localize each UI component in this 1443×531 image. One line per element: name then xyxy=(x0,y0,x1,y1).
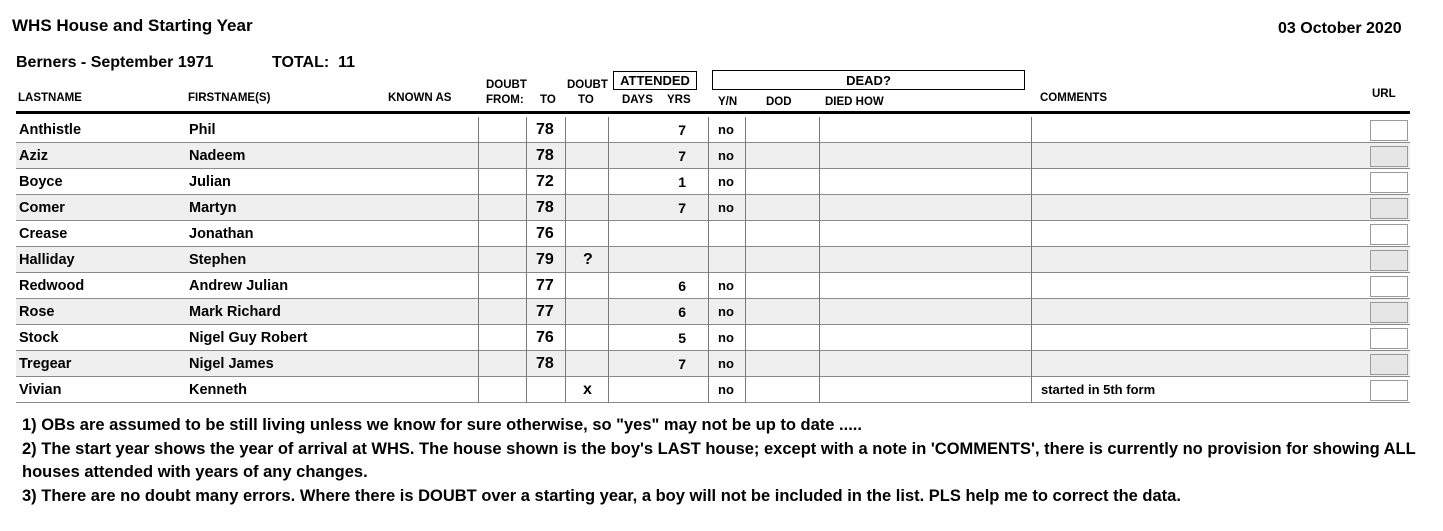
cell-doubt-to xyxy=(583,169,603,195)
column-divider xyxy=(608,351,609,377)
cell-days xyxy=(616,117,656,143)
url-link-box[interactable] xyxy=(1370,380,1408,401)
column-divider xyxy=(526,299,527,325)
cell-yrs: 6 xyxy=(678,278,686,294)
column-divider xyxy=(608,143,609,169)
table-row xyxy=(16,377,1410,403)
cell-days xyxy=(616,299,656,325)
column-divider xyxy=(745,169,746,195)
column-divider xyxy=(478,377,479,403)
column-divider xyxy=(478,299,479,325)
column-divider xyxy=(608,169,609,195)
column-divider xyxy=(565,351,566,377)
column-divider xyxy=(526,351,527,377)
cell-doubt-to xyxy=(583,117,603,143)
column-divider xyxy=(478,117,479,143)
cell-lastname: Comer xyxy=(19,200,65,216)
cell-days xyxy=(616,247,656,273)
column-divider xyxy=(565,221,566,247)
cell-lastname: Aziz xyxy=(19,148,48,164)
cell-lastname: Stock xyxy=(19,330,59,346)
cell-doubt-from xyxy=(480,377,524,403)
column-divider xyxy=(745,299,746,325)
column-divider xyxy=(565,143,566,169)
cell-died-how xyxy=(824,169,1024,195)
cell-firstnames: Stephen xyxy=(189,252,247,268)
column-divider xyxy=(819,117,820,143)
cell-dod xyxy=(748,143,818,169)
column-divider xyxy=(745,273,746,299)
cell-doubt-from xyxy=(480,221,524,247)
cell-comments xyxy=(1041,247,1361,273)
column-divider xyxy=(478,169,479,195)
cell-dead xyxy=(718,247,744,273)
cell-days xyxy=(616,195,656,221)
cell-days xyxy=(616,377,656,403)
cell-died-how xyxy=(824,143,1024,169)
cell-comments xyxy=(1041,273,1361,299)
note-1: 1) OBs are assumed to be still living unless we know for sure otherwise, so "yes" may not be up to date ..... xyxy=(22,416,862,434)
column-divider xyxy=(565,117,566,143)
column-divider xyxy=(745,143,746,169)
cell-days xyxy=(616,351,656,377)
column-divider xyxy=(526,247,527,273)
cell-dead: no xyxy=(718,148,734,163)
column-divider xyxy=(1031,325,1032,351)
total-count xyxy=(272,54,355,72)
column-divider xyxy=(478,143,479,169)
cell-dod xyxy=(748,169,818,195)
cell-died-how xyxy=(824,325,1024,351)
column-divider xyxy=(526,325,527,351)
cell-lastname: Tregear xyxy=(19,356,72,372)
cell-died-how xyxy=(824,247,1024,273)
cell-died-how xyxy=(824,117,1024,143)
url-link-box[interactable] xyxy=(1370,328,1408,349)
cell-yrs: 7 xyxy=(678,122,686,138)
cell-start-year: 78 xyxy=(536,355,554,372)
cell-firstnames: Martyn xyxy=(189,200,237,216)
cell-comments xyxy=(1041,143,1361,169)
column-divider xyxy=(565,247,566,273)
cell-start-year: 78 xyxy=(536,147,554,164)
header-doubt-to-line1: DOUBT xyxy=(567,79,608,91)
cell-doubt-to xyxy=(583,325,603,351)
cell-start-year xyxy=(536,377,564,403)
cell-doubt-from xyxy=(480,351,524,377)
url-link-box[interactable] xyxy=(1370,224,1408,245)
cell-doubt-to xyxy=(583,143,603,169)
cell-doubt-from xyxy=(480,195,524,221)
column-divider xyxy=(819,325,820,351)
column-divider xyxy=(708,169,709,195)
header-attended: ATTENDED xyxy=(613,71,697,90)
column-divider xyxy=(708,247,709,273)
column-divider xyxy=(819,299,820,325)
cell-yrs: 7 xyxy=(678,356,686,372)
cell-dod xyxy=(748,325,818,351)
column-divider xyxy=(526,169,527,195)
cell-dead xyxy=(718,221,744,247)
cell-firstnames: Julian xyxy=(189,174,231,190)
cell-dod xyxy=(748,247,818,273)
column-divider xyxy=(708,221,709,247)
column-divider xyxy=(526,377,527,403)
header-yrs: YRS xyxy=(667,94,691,106)
cell-lastname: Redwood xyxy=(19,278,85,294)
table-row xyxy=(16,325,1410,351)
total-label: TOTAL: xyxy=(272,54,330,71)
cell-days xyxy=(616,143,656,169)
cell-yrs: 1 xyxy=(678,174,686,190)
cell-dead: no xyxy=(718,382,734,397)
cell-comments xyxy=(1041,325,1361,351)
header-comments: COMMENTS xyxy=(1040,92,1108,104)
column-divider xyxy=(819,169,820,195)
table-row xyxy=(16,195,1410,221)
table-row xyxy=(16,221,1410,247)
cell-doubt-to: x xyxy=(583,381,592,398)
total-value: 11 xyxy=(338,54,355,71)
column-divider xyxy=(708,273,709,299)
column-divider xyxy=(819,143,820,169)
header-firstnames: FIRSTNAME(S) xyxy=(188,92,271,104)
cell-yrs: 5 xyxy=(678,330,686,346)
header-died-how: DIED HOW xyxy=(825,96,884,108)
url-link-box[interactable] xyxy=(1370,276,1408,297)
column-divider xyxy=(608,299,609,325)
header-doubt-from-line2: FROM: xyxy=(486,94,524,106)
cell-dead: no xyxy=(718,304,734,319)
cell-yrs: 6 xyxy=(678,304,686,320)
column-divider xyxy=(478,221,479,247)
column-divider xyxy=(1031,169,1032,195)
column-divider xyxy=(1031,273,1032,299)
report-date: 03 October 2020 xyxy=(1278,20,1402,37)
column-divider xyxy=(478,351,479,377)
cell-known-as xyxy=(388,143,476,169)
cell-known-as xyxy=(388,117,476,143)
column-divider xyxy=(819,377,820,403)
cell-days xyxy=(616,325,656,351)
column-divider xyxy=(708,377,709,403)
column-divider xyxy=(819,351,820,377)
header-dod: DOD xyxy=(766,96,792,108)
header-doubt-to-line2: TO xyxy=(578,94,594,106)
column-divider xyxy=(1031,377,1032,403)
cell-died-how xyxy=(824,299,1024,325)
cell-firstnames: Nadeem xyxy=(189,148,246,164)
column-divider xyxy=(745,221,746,247)
column-divider xyxy=(1031,117,1032,143)
header-doubt-from-line1: DOUBT xyxy=(486,79,527,91)
cell-doubt-to: ? xyxy=(583,251,593,268)
cell-died-how xyxy=(824,377,1024,403)
url-link-box[interactable] xyxy=(1370,172,1408,193)
column-divider xyxy=(1031,351,1032,377)
cell-dead: no xyxy=(718,278,734,293)
cell-firstnames: Mark Richard xyxy=(189,304,281,320)
url-link-box[interactable] xyxy=(1370,354,1408,375)
page-title: WHS House and Starting Year xyxy=(12,16,253,35)
cell-known-as xyxy=(388,377,476,403)
cell-start-year: 78 xyxy=(536,199,554,216)
url-link-box[interactable] xyxy=(1370,146,1408,167)
column-divider xyxy=(819,221,820,247)
column-divider xyxy=(1031,143,1032,169)
table-row xyxy=(16,247,1410,273)
cell-start-year: 79 xyxy=(536,251,554,268)
cell-doubt-from xyxy=(480,273,524,299)
table-row xyxy=(16,117,1410,143)
table-row xyxy=(16,169,1410,195)
cell-days xyxy=(616,273,656,299)
column-divider xyxy=(708,195,709,221)
header-dead: DEAD? xyxy=(712,70,1025,90)
column-divider xyxy=(608,117,609,143)
column-divider xyxy=(526,221,527,247)
note-2: 2) The start year shows the year of arrival at WHS. The house shown is the boy's LAST house; except with a note in 'COMMENTS', there is currently no provision for showing ALL houses attended with years of any changes. xyxy=(22,439,1416,482)
cell-firstnames: Nigel Guy Robert xyxy=(189,330,308,346)
header-to: TO xyxy=(540,94,556,106)
column-divider xyxy=(708,299,709,325)
column-divider xyxy=(708,117,709,143)
header-days: DAYS xyxy=(622,94,653,106)
cell-dod xyxy=(748,221,818,247)
cell-known-as xyxy=(388,221,476,247)
cell-died-how xyxy=(824,273,1024,299)
cell-days xyxy=(616,221,656,247)
cell-dod xyxy=(748,299,818,325)
cell-dead: no xyxy=(718,174,734,189)
cell-known-as xyxy=(388,325,476,351)
cell-doubt-to xyxy=(583,221,603,247)
column-divider xyxy=(745,247,746,273)
column-divider xyxy=(565,299,566,325)
cell-known-as xyxy=(388,169,476,195)
cell-dod xyxy=(748,195,818,221)
column-divider xyxy=(526,195,527,221)
cell-firstnames: Kenneth xyxy=(189,382,247,398)
header-lastname: LASTNAME xyxy=(18,92,82,104)
cell-known-as xyxy=(388,299,476,325)
cell-known-as xyxy=(388,351,476,377)
cell-firstnames: Jonathan xyxy=(189,226,254,242)
cell-start-year: 76 xyxy=(536,329,554,346)
cell-doubt-to xyxy=(583,351,603,377)
column-divider xyxy=(526,143,527,169)
column-divider xyxy=(526,273,527,299)
cell-comments: started in 5th form xyxy=(1041,382,1156,397)
notes-section xyxy=(22,414,1422,509)
column-divider xyxy=(608,377,609,403)
column-divider xyxy=(478,273,479,299)
cell-firstnames: Phil xyxy=(189,122,216,138)
table-row xyxy=(16,273,1410,299)
header-url: URL xyxy=(1372,88,1396,100)
cell-dead: no xyxy=(718,122,734,137)
column-divider xyxy=(1031,221,1032,247)
cell-comments xyxy=(1041,169,1361,195)
header-divider xyxy=(16,111,1410,114)
column-divider xyxy=(708,325,709,351)
cell-lastname: Anthistle xyxy=(19,122,82,138)
column-divider xyxy=(1031,195,1032,221)
column-divider xyxy=(745,325,746,351)
column-divider xyxy=(526,117,527,143)
column-divider xyxy=(565,195,566,221)
url-link-box[interactable] xyxy=(1370,302,1408,323)
cell-yrs xyxy=(656,247,686,273)
cell-doubt-from xyxy=(480,325,524,351)
cell-dod xyxy=(748,117,818,143)
cell-died-how xyxy=(824,351,1024,377)
cell-comments xyxy=(1041,299,1361,325)
column-divider xyxy=(565,377,566,403)
cell-known-as xyxy=(388,247,476,273)
table-row xyxy=(16,351,1410,377)
cell-dod xyxy=(748,351,818,377)
cell-comments xyxy=(1041,117,1361,143)
column-divider xyxy=(478,325,479,351)
column-divider xyxy=(745,195,746,221)
cell-doubt-from xyxy=(480,247,524,273)
cell-lastname: Crease xyxy=(19,226,68,242)
column-divider xyxy=(478,247,479,273)
cell-doubt-from xyxy=(480,117,524,143)
cell-dead: no xyxy=(718,330,734,345)
url-link-box[interactable] xyxy=(1370,120,1408,141)
cell-died-how xyxy=(824,221,1024,247)
column-divider xyxy=(565,325,566,351)
cell-firstnames: Nigel James xyxy=(189,356,274,372)
column-divider xyxy=(608,325,609,351)
cell-comments xyxy=(1041,195,1361,221)
cell-start-year: 77 xyxy=(536,277,554,294)
cell-dead: no xyxy=(718,356,734,371)
table-row xyxy=(16,143,1410,169)
cell-dead: no xyxy=(718,200,734,215)
cell-lastname: Boyce xyxy=(19,174,63,190)
cell-doubt-to xyxy=(583,195,603,221)
column-divider xyxy=(708,351,709,377)
cell-yrs xyxy=(656,221,686,247)
cell-dod xyxy=(748,273,818,299)
column-divider xyxy=(565,273,566,299)
column-divider xyxy=(745,117,746,143)
cell-yrs xyxy=(656,377,686,403)
cell-days xyxy=(616,169,656,195)
column-divider xyxy=(745,377,746,403)
column-divider xyxy=(819,247,820,273)
column-divider xyxy=(565,169,566,195)
table-row xyxy=(16,299,1410,325)
column-divider xyxy=(745,351,746,377)
cell-died-how xyxy=(824,195,1024,221)
cell-doubt-from xyxy=(480,169,524,195)
cell-comments xyxy=(1041,351,1361,377)
cell-lastname: Rose xyxy=(19,304,55,320)
cell-doubt-from xyxy=(480,299,524,325)
url-link-box[interactable] xyxy=(1370,198,1408,219)
column-divider xyxy=(478,195,479,221)
cell-start-year: 78 xyxy=(536,121,554,138)
cell-doubt-from xyxy=(480,143,524,169)
cell-known-as xyxy=(388,195,476,221)
cell-known-as xyxy=(388,273,476,299)
column-divider xyxy=(608,273,609,299)
column-divider xyxy=(608,195,609,221)
cell-start-year: 77 xyxy=(536,303,554,320)
cell-start-year: 76 xyxy=(536,225,554,242)
column-divider xyxy=(708,143,709,169)
column-divider xyxy=(819,273,820,299)
note-3: 3) There are no doubt many errors. Where there is DOUBT over a starting year, a boy will not be included in the list. PLS help me to correct the data. xyxy=(22,487,1181,506)
cell-yrs: 7 xyxy=(678,148,686,164)
cell-lastname: Halliday xyxy=(19,252,75,268)
cell-dod xyxy=(748,377,818,403)
column-divider xyxy=(819,195,820,221)
cell-start-year: 72 xyxy=(536,173,554,190)
column-divider xyxy=(1031,247,1032,273)
cell-firstnames: Andrew Julian xyxy=(189,278,289,294)
header-known-as: KNOWN AS xyxy=(388,92,452,104)
house-year-heading: Berners - September 1971 xyxy=(16,54,214,71)
cell-yrs: 7 xyxy=(678,200,686,216)
url-link-box[interactable] xyxy=(1370,250,1408,271)
column-divider xyxy=(608,247,609,273)
column-divider xyxy=(1031,299,1032,325)
column-divider xyxy=(608,221,609,247)
cell-lastname: Vivian xyxy=(19,382,62,398)
cell-doubt-to xyxy=(583,273,603,299)
cell-doubt-to xyxy=(583,299,603,325)
cell-comments xyxy=(1041,221,1361,247)
header-yn: Y/N xyxy=(718,96,738,108)
